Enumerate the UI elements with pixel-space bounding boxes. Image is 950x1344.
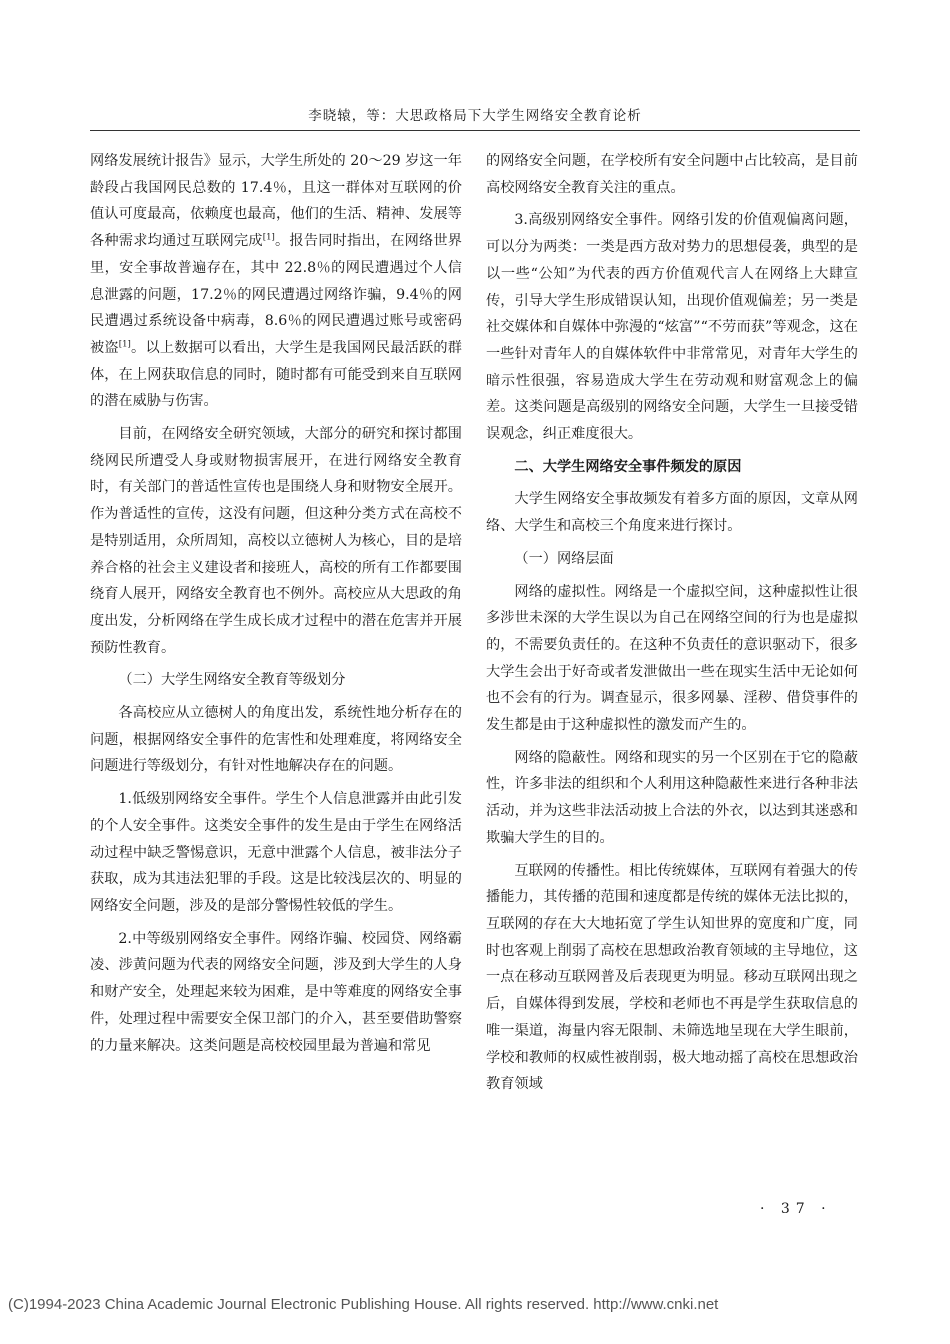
section-subheading: （二）大学生网络安全教育等级划分 [118, 672, 346, 689]
paragraph: 的网络安全问题，在学校所有安全问题中占比较高，是目前高校网络安全教育关注的重点。 [486, 153, 858, 196]
paragraph: 1.低级别网络安全事件。学生个人信息泄露并由此引发的个人安全事件。这类安全事件的发生是由于学生在网络活动过程中缺乏警惕意识，无意中泄露个人信息，被非法分子获取，成为其违法犯罪的手段。这是比较浅层次的、明显的网络安全问题，涉及的是部分警惕性较低的学生。 [90, 791, 462, 914]
paragraph-text: 。以上数据可以看出，大学生是我国网民最活跃的群体，在上网获取信息的同时，随时都有可能受到来自互联网的潜在威胁与伤害。 [90, 339, 462, 410]
right-column [486, 148, 858, 1104]
running-header: 李晓辕，等：大思政格局下大学生网络安全教育论析 [308, 108, 642, 124]
paragraph: 2.中等级别网络安全事件。网络诈骗、校园贷、网络霸凌、涉黄问题为代表的网络安全问题，涉及到大学生的人身和财产安全，处理起来较为困难，是中等难度的网络安全事件，处理过程中需要安全保卫部门的介入，甚至要借助警察的力量来解决。这类问题是高校校园里最为普遍和常见 [90, 930, 462, 1054]
paragraph: 网络的隐蔽性。网络和现实的另一个区别在于它的隐蔽性，许多非法的组织和个人利用这种隐蔽性来进行各种非法活动，并为这些非法活动披上合法的外衣，以达到其迷惑和欺骗大学生的目的。 [486, 749, 858, 846]
page-number: · 37 · [760, 1201, 832, 1217]
paragraph-text: 。报告同时指出，在网络世界里，安全事故普遍存在，其中 22.8％的网民遭遇过个人信息泄露的问题，17.2％的网民遭遇过网络诈骗，9.4％的网民遭遇过系统设备中病毒，8.6％的网民遭遇过账号或密码被盗 [90, 233, 462, 356]
section-subheading: （一）网络层面 [514, 550, 614, 567]
paragraph-text: 网络发展统计报告》显示，大学生所处的 20～29 岁这一年龄段占我国网民总数的 17.4％，且这一群体对互联网的价值认可度最高，依赖度也最高，他们的生活、精神、发展等各种需求均通过互联网完成 [90, 153, 462, 250]
header-rule [90, 130, 860, 131]
left-column [90, 148, 462, 1065]
section-heading: 二、大学生网络安全事件频发的原因 [514, 458, 742, 475]
citation[interactable]: [1] [262, 232, 275, 243]
paragraph: 目前，在网络安全研究领域，大部分的研究和探讨都围绕网民所遭受人身或财物损害展开，在进行网络安全教育时，有关部门的普适性宣传也是围绕人身和财物安全展开。作为普适性的宣传，这没有问题，但这种分类方式在高校不是特别适用，众所周知，高校以立德树人为核心，目的是培养合格的社会主义建设者和接班人，高校的所有工作都要围绕育人展开，网络安全教育也不例外。高校应从大思政的角度出发，分析网络在学生成长成才过程中的潜在危害并开展预防性教育。 [90, 426, 462, 656]
paragraph: 网络的虚拟性。网络是一个虚拟空间，这种虚拟性让很多涉世未深的大学生误以为自己在网络空间的行为也是虚拟的，不需要负责任的。在这种不负责任的意识驱动下，很多大学生会出于好奇或者发泄做出一些在现实生活中无论如何也不会有的行为。调查显示，很多网暴、淫秽、借贷事件的发生都是由于这种虚拟性的激发而产生的。 [486, 583, 858, 734]
paragraph: 3.高级别网络安全事件。网络引发的价值观偏离问题，可以分为两类：一类是西方敌对势力的思想侵袭，典型的是以一些“公知”为代表的西方价值观代言人在网络上大肆宣传，引导大学生形成错误认知，出现价值观偏差；另一类是社交媒体和自媒体中弥漫的“炫富”“不劳而获”等观念，这在一些针对青年人的自媒体软件中非常常见，对青年大学生的暗示性很强，容易造成大学生在劳动观和财富观念上的偏差。这类问题是高级别的网络安全问题，大学生一旦接受错误观念，纠正难度很大。 [486, 212, 858, 443]
paragraph [90, 148, 462, 415]
paragraph: 互联网的传播性。相比传统媒体，互联网有着强大的传播能力，其传播的范围和速度都是传统的媒体无法比拟的，互联网的存在大大地拓宽了学生认知世界的宽度和广度，同时也客观上削弱了高校在思想政治教育领域的主导地位，这一点在移动互联网普及后表现更为明显。移动互联网出现之后，自媒体得到发展，学校和老师也不再是学生获取信息的唯一渠道，海量内容无限制、未筛选地呈现在大学生眼前，学校和教师的权威性被削弱，极大地动摇了高校在思想政治教育领域 [486, 862, 858, 1093]
copyright-footer: (C)1994-2023 China Academic Journal Electronic Publishing House. All rights reserved. http://www.cnki.net [8, 1296, 719, 1313]
paragraph: 各高校应从立德树人的角度出发，系统性地分析存在的问题，根据网络安全事件的危害性和处理难度，将网络安全问题进行等级划分，有针对性地解决存在的问题。 [90, 705, 462, 775]
paragraph: 大学生网络安全事故频发有着多方面的原因，文章从网络、大学生和高校三个角度来进行探讨。 [486, 491, 858, 535]
citation[interactable]: [1] [118, 339, 131, 350]
